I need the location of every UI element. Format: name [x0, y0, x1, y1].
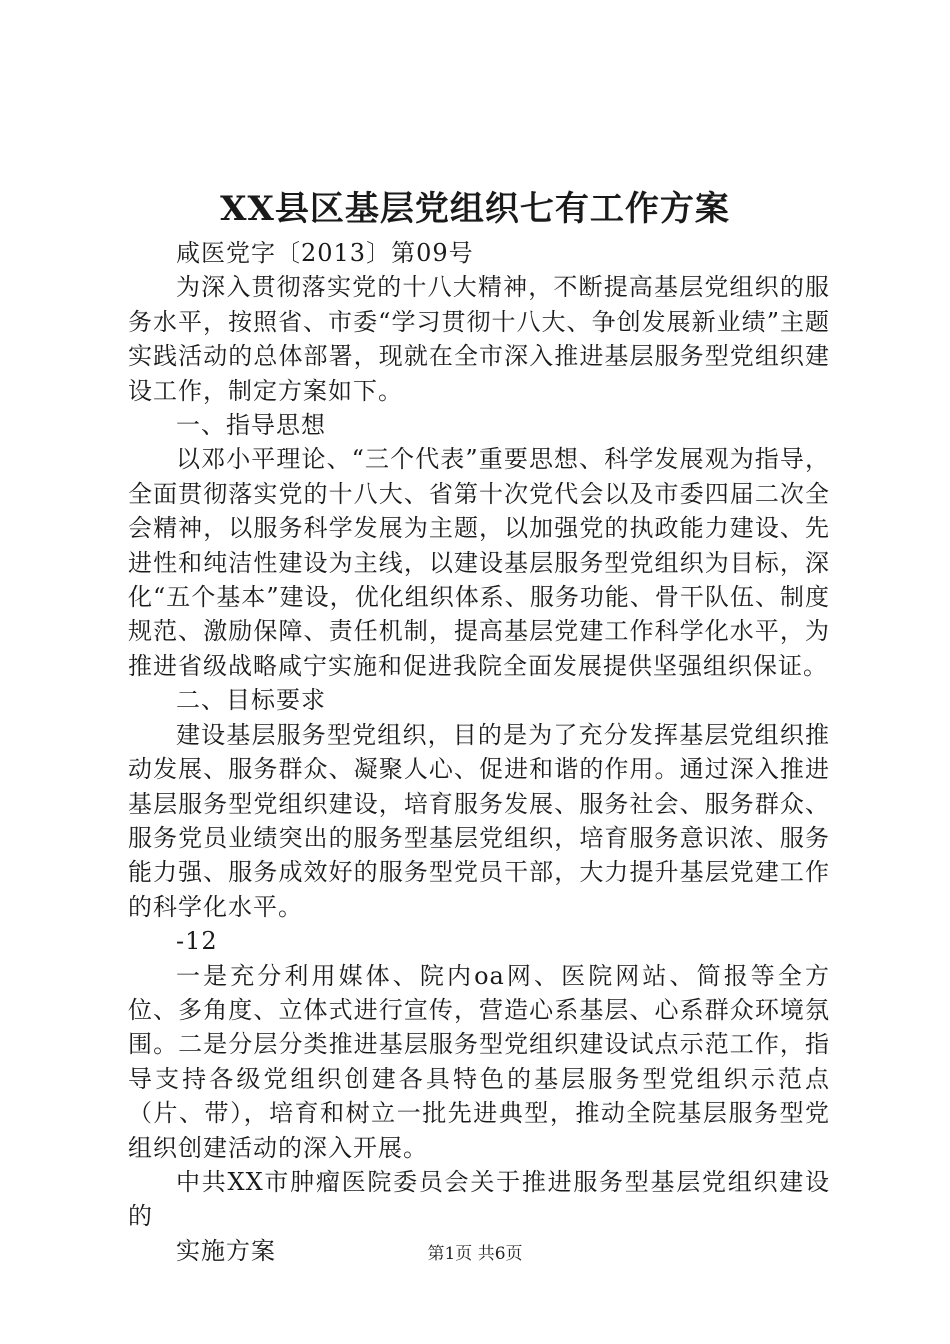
doc-number: 咸医党字〔2013〕第09号 [176, 239, 474, 267]
paragraph-committee-title: 中共XX市肿瘤医院委员会关于推进服务型基层党组织建设的 [128, 1167, 830, 1231]
document-title: XX县区基层党组织七有工作方案 [220, 189, 730, 229]
paragraph-measures: 一是充分利用媒体、院内oa网、医院网站、简报等全方位、多角度、立体式进行宣传，营造心系基层、心系群众环境氛围。二是分层分类推进基层服务型党组织建设试点示范工作，指导支持各级党组织创建各具特色的基层服务型党组织示范点（片、带），培育和树立一批先进典型，推动全院基层服务型党组织创建活动的深入开展。 [128, 961, 830, 1162]
paragraph-implementation-plan: 实施方案 [176, 1236, 276, 1265]
paragraph-goals: 建设基层服务型党组织，目的是为了充分发挥基层党组织推动发展、服务群众、凝聚人心、促进和谐的作用。通过深入推进基层服务型党组织建设，培育服务发展、服务社会、服务群众、服务党员业绩突出的服务型基层党组织，培育服务意识浓、服务能力强、服务成效好的服务型党员干部，大力提升基层党建工作的科学化水平。 [128, 720, 830, 921]
paragraph-intro: 为深入贯彻落实党的十八大精神，不断提高基层党组织的服务水平，按照省、市委“学习贯彻十八大、争创发展新业绩”主题实践活动的总体部署，现就在全市深入推进基层服务型党组织建设工作，制定方案如下。 [128, 273, 830, 405]
section-heading-guiding-ideology: 一、指导思想 [176, 411, 326, 440]
section-heading-goals: 二、目标要求 [176, 686, 326, 715]
page-footer: 第1页 共6页 [427, 1244, 523, 1264]
document-body [128, 236, 830, 1268]
paragraph-marker: -12 [176, 927, 218, 956]
paragraph-guiding-ideology: 以邓小平理论、“三个代表”重要思想、科学发展观为指导，全面贯彻落实党的十八大、省第十次党代会以及市委四届二次全会精神，以服务科学发展为主题，以加强党的执政能力建设、先进性和纯洁性建设为主线，以建设基层服务型党组织为目标，深化“五个基本”建设，优化组织体系、服务功能、骨干队伍、制度规范、激励保障、责任机制，提高基层党建工作科学化水平，为推进省级战略咸宁实施和促进我院全面发展提供坚强组织保证。 [128, 445, 830, 680]
